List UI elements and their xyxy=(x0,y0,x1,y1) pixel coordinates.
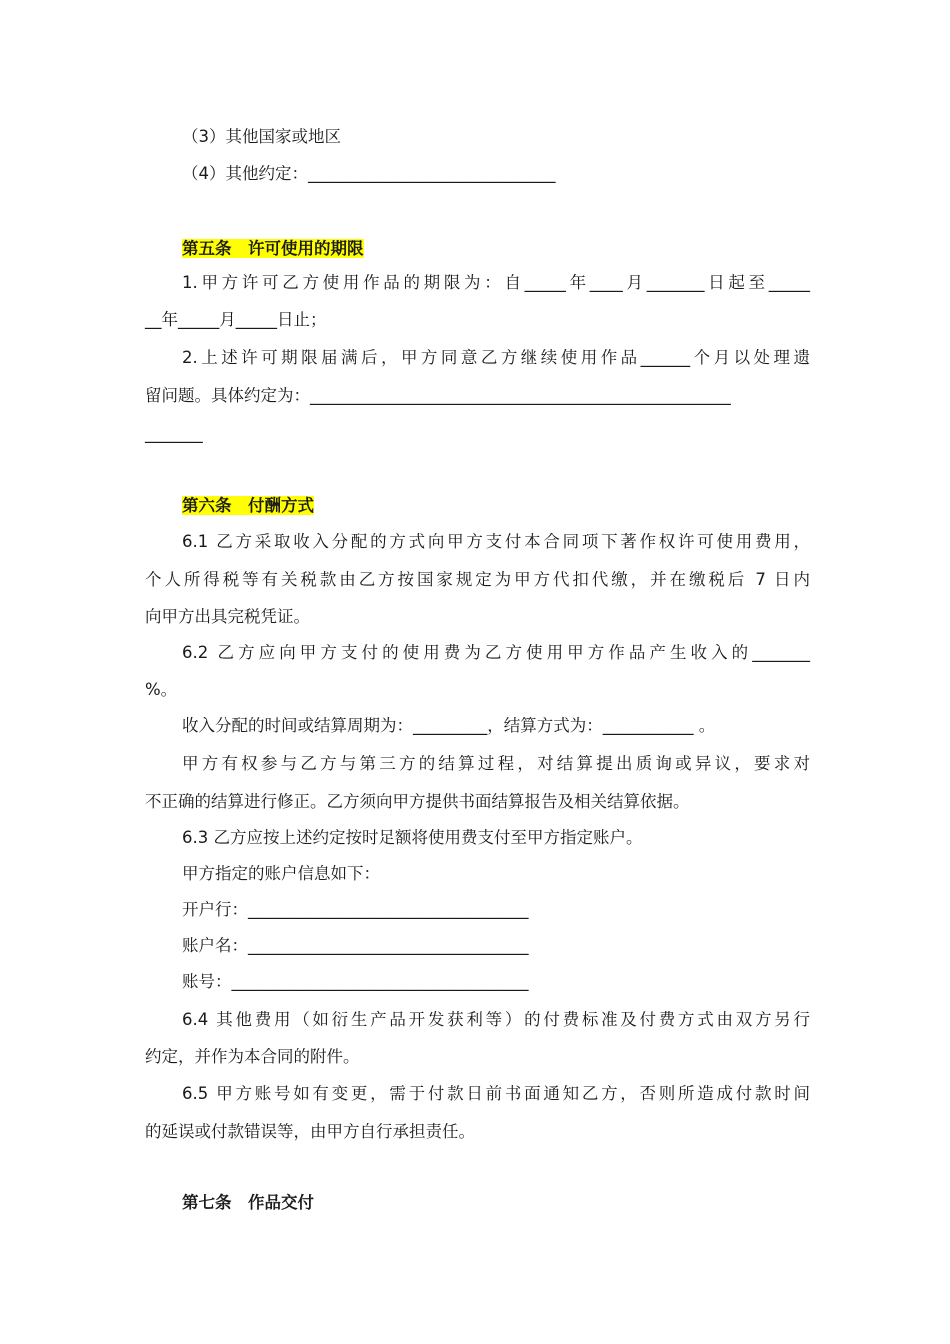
clause-item-4: （4）其他约定：______________________________ xyxy=(182,164,556,183)
paragraph-line: 甲方有权参与乙方与第三方的结算过程，对结算提出质询或异议，要求对 xyxy=(182,754,810,773)
paragraph-line: 留问题。具体约定为：___________________________________________________ xyxy=(145,386,731,405)
section-heading-6 xyxy=(182,494,314,518)
paragraph-line: 不正确的结算进行修正。乙方须向甲方提供书面结算报告及相关结算依据。 xyxy=(145,792,690,811)
paragraph-line: 6.2 乙方应向甲方支付的使用费为乙方使用甲方作品产生收入的_______ xyxy=(182,643,810,662)
highlighted-heading-text: 第六条 付酬方式 xyxy=(182,496,314,515)
paragraph-line: 收入分配的时间或结算周期为：_________，结算方式为：___________ 。 xyxy=(182,716,716,735)
paragraph-line: 向甲方出具完税凭证。 xyxy=(145,607,310,626)
paragraph-line: 甲方指定的账户信息如下： xyxy=(182,864,380,883)
paragraph-line: 个人所得税等有关税款由乙方按国家规定为甲方代扣代缴，并在缴税后 7 日内 xyxy=(145,570,810,589)
paragraph-line: 1.甲方许可乙方使用作品的期限为：自_____年____月_______日起至_____ xyxy=(182,273,810,292)
section-heading-7: 第七条 作品交付 xyxy=(182,1193,314,1212)
paragraph-line: 6.3 乙方应按上述约定按时足额将使用费支付至甲方指定账户。 xyxy=(182,828,643,847)
paragraph-line: 约定，并作为本合同的附件。 xyxy=(145,1047,360,1066)
highlighted-heading-text: 第五条 许可使用的期限 xyxy=(182,239,364,258)
account-name-field: 账户名：__________________________________ xyxy=(182,936,529,955)
paragraph-line: 6.5 甲方账号如有变更，需于付款日前书面通知乙方，否则所造成付款时间 xyxy=(182,1084,810,1103)
account-number-field: 账号：____________________________________ xyxy=(182,972,529,991)
paragraph-line: _______ xyxy=(145,424,203,443)
paragraph-line: 的延误或付款错误等，由甲方自行承担责任。 xyxy=(145,1122,475,1141)
paragraph-line: 6.4 其他费用（如衍生产品开发获利等）的付费标准及付费方式由双方另行 xyxy=(182,1010,810,1029)
bank-field: 开户行：__________________________________ xyxy=(182,900,529,919)
paragraph-line: %。 xyxy=(145,680,178,699)
paragraph-line: 2.上述许可期限届满后，甲方同意乙方继续使用作品______个月以处理遗 xyxy=(182,348,810,367)
clause-item-3: （3）其他国家或地区 xyxy=(182,127,341,146)
paragraph-line: __年_____月_____日止； xyxy=(145,310,327,329)
paragraph-line: 6.1 乙方采取收入分配的方式向甲方支付本合同项下著作权许可使用费用， xyxy=(182,532,810,551)
section-heading-5 xyxy=(182,237,364,261)
